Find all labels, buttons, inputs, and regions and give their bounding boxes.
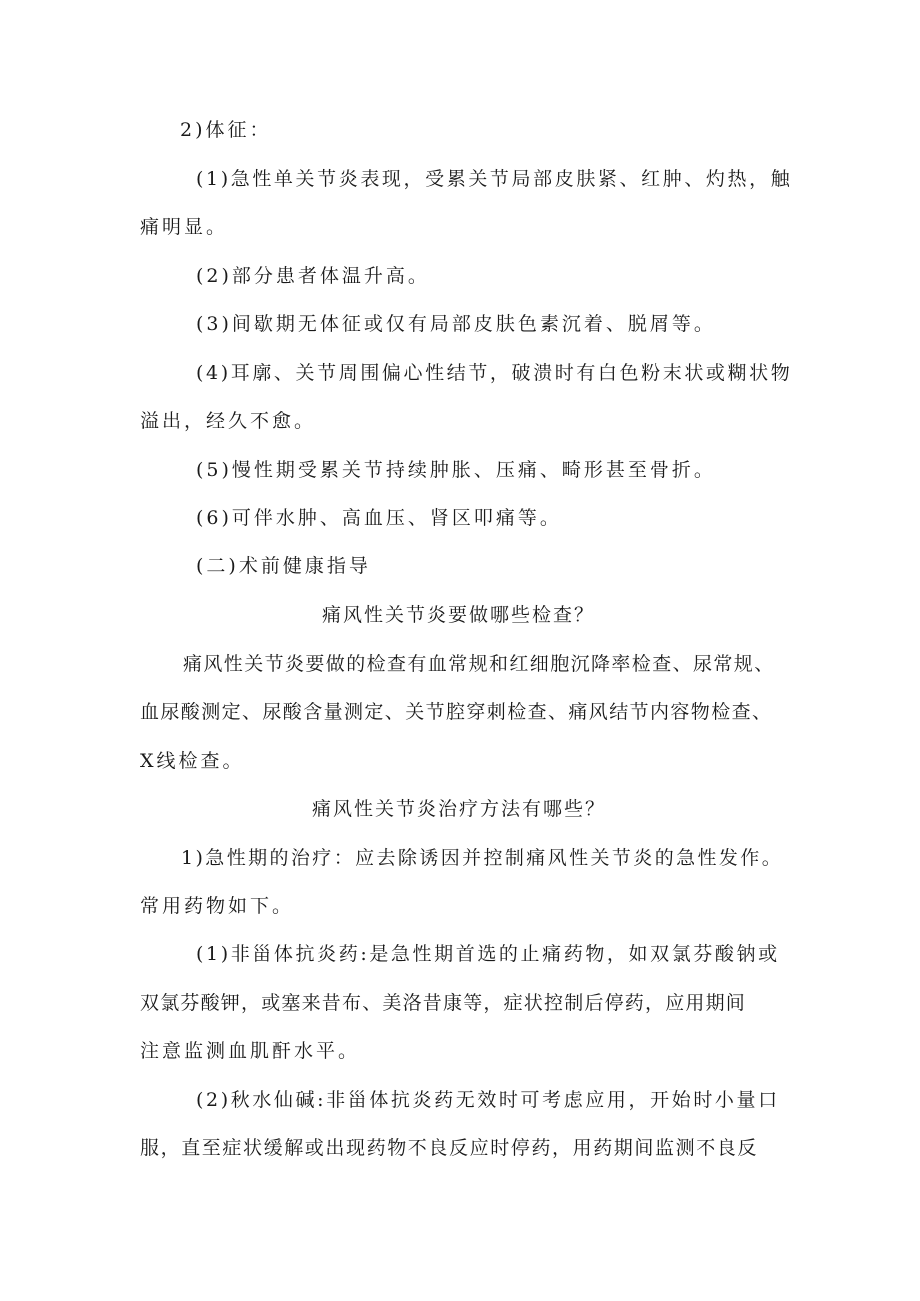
text-line: 1)急性期的治疗：应去除诱因并控制痛风性关节炎的急性发作。 (181, 847, 784, 869)
text-line: 溢出，经久不愈。 (140, 410, 317, 432)
text-line: X线检查。 (140, 750, 245, 772)
question-heading: 痛风性关节炎治疗方法有哪些？ (312, 798, 607, 820)
text-line: 双氯芬酸钾，或塞来昔布、美洛昔康等，症状控制后停药，应用期间 (140, 992, 747, 1014)
question-heading: 痛风性关节炎要做哪些检查？ (322, 604, 596, 626)
text-line: 痛风性关节炎要做的检查有血常规和红细胞沉降率检查、尿常规、 (183, 653, 775, 675)
text-line: 2)体征： (180, 119, 272, 141)
text-line: 注意监测血肌酐水平。 (140, 1040, 361, 1062)
text-line: (5)慢性期受累关节持续肿胀、压痛、畸形甚至骨折。 (196, 459, 716, 481)
text-line: (2)部分患者体温升高。 (196, 265, 430, 287)
text-line: (3)间歇期无体征或仅有局部皮肤色素沉着、脱屑等。 (196, 313, 716, 335)
text-line: (2)秋水仙碱:非甾体抗炎药无效时可考虑应用，开始时小量口 (196, 1089, 780, 1111)
text-line: 常用药物如下。 (140, 895, 295, 917)
text-line: (6)可伴水肿、高血压、肾区叩痛等。 (196, 507, 562, 529)
section-heading: (二)术前健康指导 (196, 555, 371, 577)
text-line: 血尿酸测定、尿酸含量测定、关节腔穿刺检查、痛风结节内容物检查、 (140, 701, 773, 723)
text-line: (4)耳廓、关节周围偏心性结节，破溃时有白色粉末状或糊状物 (196, 362, 793, 384)
text-line: (1)急性单关节炎表现，受累关节局部皮肤紧、红肿、灼热，触 (196, 168, 793, 190)
text-line: (1)非甾体抗炎药:是急性期首选的止痛药物，如双氯芬酸钠或 (196, 943, 780, 965)
text-line: 痛明显。 (140, 216, 229, 238)
text-line: 服，直至症状缓解或出现药物不良反应时停药，用药期间监测不良反 (140, 1137, 759, 1159)
